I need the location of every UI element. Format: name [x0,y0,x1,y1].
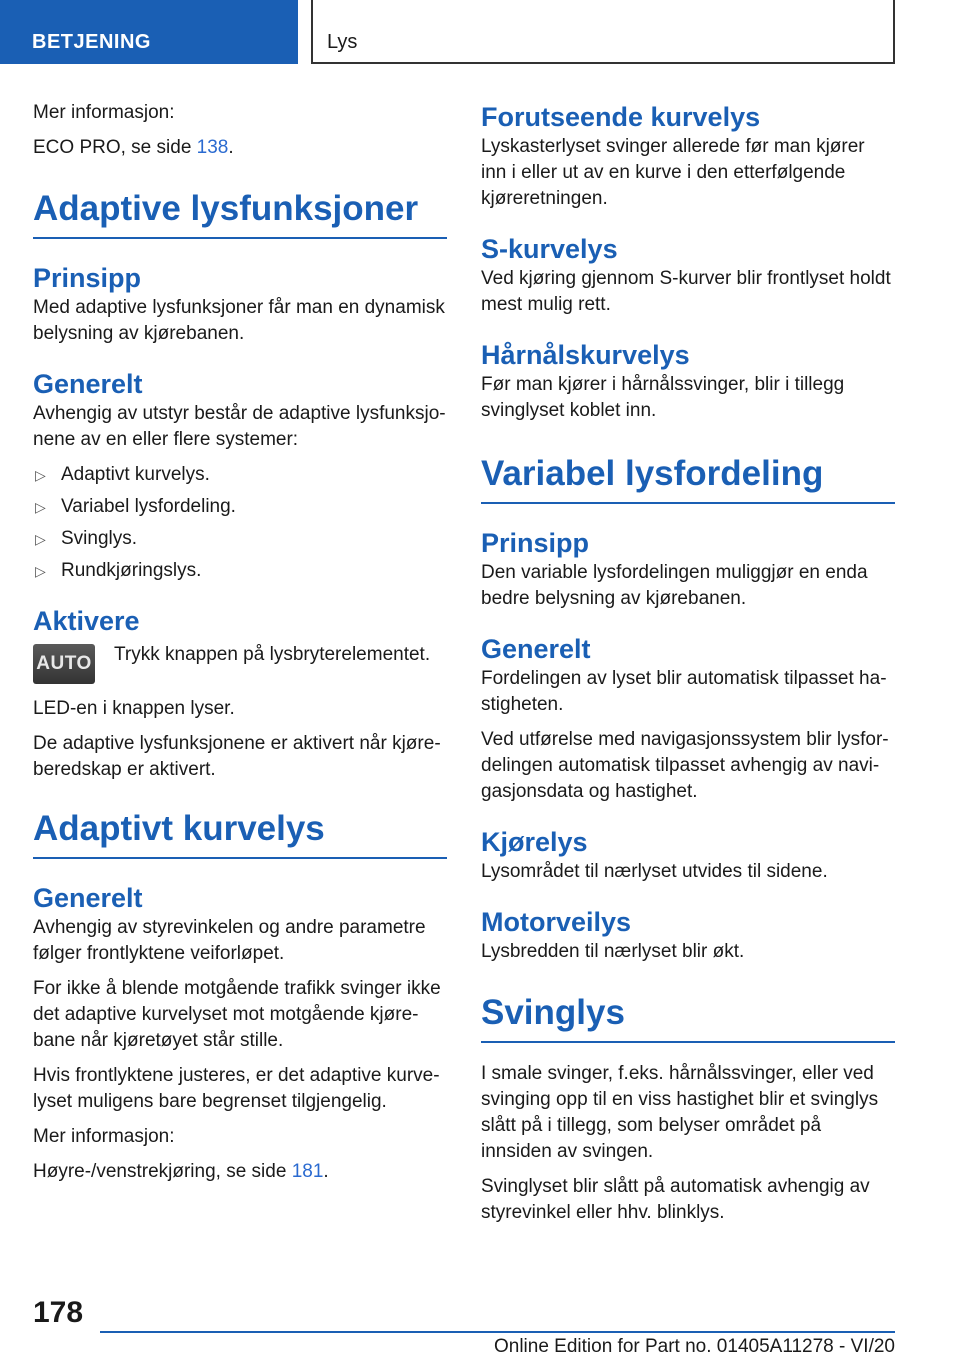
text-harnalskurvelys: Før man kjører i hårnålssvinger, blir i tillegg svinglyset koblet inn. [481,374,845,421]
text-motorveilys: Lysbredden til nærlyset blir økt. [481,941,745,962]
kurvelys-ref-text: Høyre-/venstrekjøring, se side [33,1161,292,1182]
text-prinsipp-2: Den variable lysfordelingen muliggjør en enda bedre belysning av kjørebanen. [481,562,868,609]
auto-instruction [33,642,447,686]
text-generelt: Avhengig av utstyr består de adaptive lysfunksjonene av en eller flere systemer: [33,403,446,450]
triangle-bullet-icon: ▷ [35,563,46,579]
list-item [33,558,447,584]
heading-aktivere: Aktivere [33,606,140,636]
heading-forutseende-kurvelys: Forutseende kurvelys [481,102,761,132]
text-generelt-3b: Ved utførelse med navigasjonssystem blir lysfordelingen automatisk tilpasset avhengig av navigasjonsdata og hastighet. [481,729,889,802]
intro-more-info: Mer informasjon: [33,102,175,123]
list-item [33,462,447,488]
eco-text: ECO PRO, se side [33,137,197,158]
text-aktivere-1: Trykk knappen på lysbryterelementet. [114,644,431,665]
right-column [481,100,895,1235]
triangle-bullet-icon: ▷ [35,499,46,515]
list-item [33,494,447,520]
systems-list [33,462,447,584]
text-svinglys-1: I smale svinger, f.eks. hårnålssvinger, eller ved svinging opp til en viss hastighet blir et svinglys slått på i tillegg, som belyser området på innsiden av svingen. [481,1063,879,1162]
heading-variabel-lysfordeling: Variabel lysfordeling [481,452,895,504]
eco-period: . [228,137,234,158]
left-column [33,100,447,1194]
text-kurvelys-1: Avhengig av styrevinkelen og andre parametre følger frontlyktene veiforløpet. [33,917,426,964]
heading-adaptive-lysfunksjoner: Adaptive lysfunksjoner [33,187,447,239]
list-item-text: Variabel lysfordeling. [61,496,236,517]
text-aktivere-2: LED-en i knappen lyser. [33,698,235,719]
heading-harnalskurvelys: Hårnålskurvelys [481,340,690,370]
heading-svinglys: Svinglys [481,991,895,1043]
text-kurvelys-2: For ikke å blende motgående trafikk svinger ikke det adaptive kurvelyset mot motgående kjørebane når kjøretøyet står stille. [33,978,441,1051]
text-prinsipp: Med adaptive lysfunksjoner får man en dynamisk belysning av kjørebanen. [33,297,445,344]
heading-generelt: Generelt [33,369,143,399]
footer-divider [100,1331,895,1333]
list-item-text: Svinglys. [61,528,138,549]
footer-edition: Online Edition for Part no. 01405A11278 - VI/20 [493,1336,895,1357]
triangle-bullet-icon: ▷ [35,467,46,483]
auto-button-icon: AUTO [33,644,95,684]
text-generelt-3a: Fordelingen av lyset blir automatisk tilpasset hastigheten. [481,668,887,715]
heading-s-kurvelys: S-kurvelys [481,234,618,264]
text-kjorelys: Lysområdet til nærlyset utvides til sidene. [481,861,828,882]
list-item-text: Rundkjøringslys. [61,560,202,581]
text-kurvelys-3: Hvis frontlyktene justeres, er det adaptive kurvelyset muligens bare begrenset tilgjengelig. [33,1065,440,1112]
heading-prinsipp: Prinsipp [33,263,142,293]
section-tab: BETJENING [0,0,298,64]
intro-eco-reference [33,135,447,161]
list-item [33,526,447,552]
heading-motorveilys: Motorveilys [481,907,632,937]
heading-adaptivt-kurvelys: Adaptivt kurvelys [33,807,447,859]
page-number: 178 [33,1296,84,1329]
kurvelys-page-link[interactable]: 181 [291,1161,324,1182]
text-s-kurvelys: Ved kjøring gjennom S-kurver blir frontlyset holdt mest mulig rett. [481,268,891,315]
text-svinglys-2: Svinglyset blir slått på automatisk avhengig av styrevinkel eller hhv. blinklys. [481,1176,870,1223]
chapter-tab: Lys [311,0,895,64]
heading-generelt-3: Generelt [481,634,591,664]
text-kurvelys-4: Mer informasjon: [33,1126,175,1147]
text-forutseende: Lyskasterlyset svinger allerede før man kjører inn i eller ut av en kurve i den etterfølgende kjøreretningen. [481,136,865,209]
heading-kjorelys: Kjørelys [481,827,588,857]
text-kurvelys-5 [33,1159,447,1185]
eco-page-link[interactable]: 138 [196,137,229,158]
text-aktivere-3: De adaptive lysfunksjonene er aktivert når kjøreberedskap er aktivert. [33,733,441,780]
heading-generelt-2: Generelt [33,883,143,913]
heading-prinsipp-2: Prinsipp [481,528,590,558]
list-item-text: Adaptivt kurvelys. [61,464,210,485]
triangle-bullet-icon: ▷ [35,531,46,547]
kurvelys-period: . [323,1161,329,1182]
